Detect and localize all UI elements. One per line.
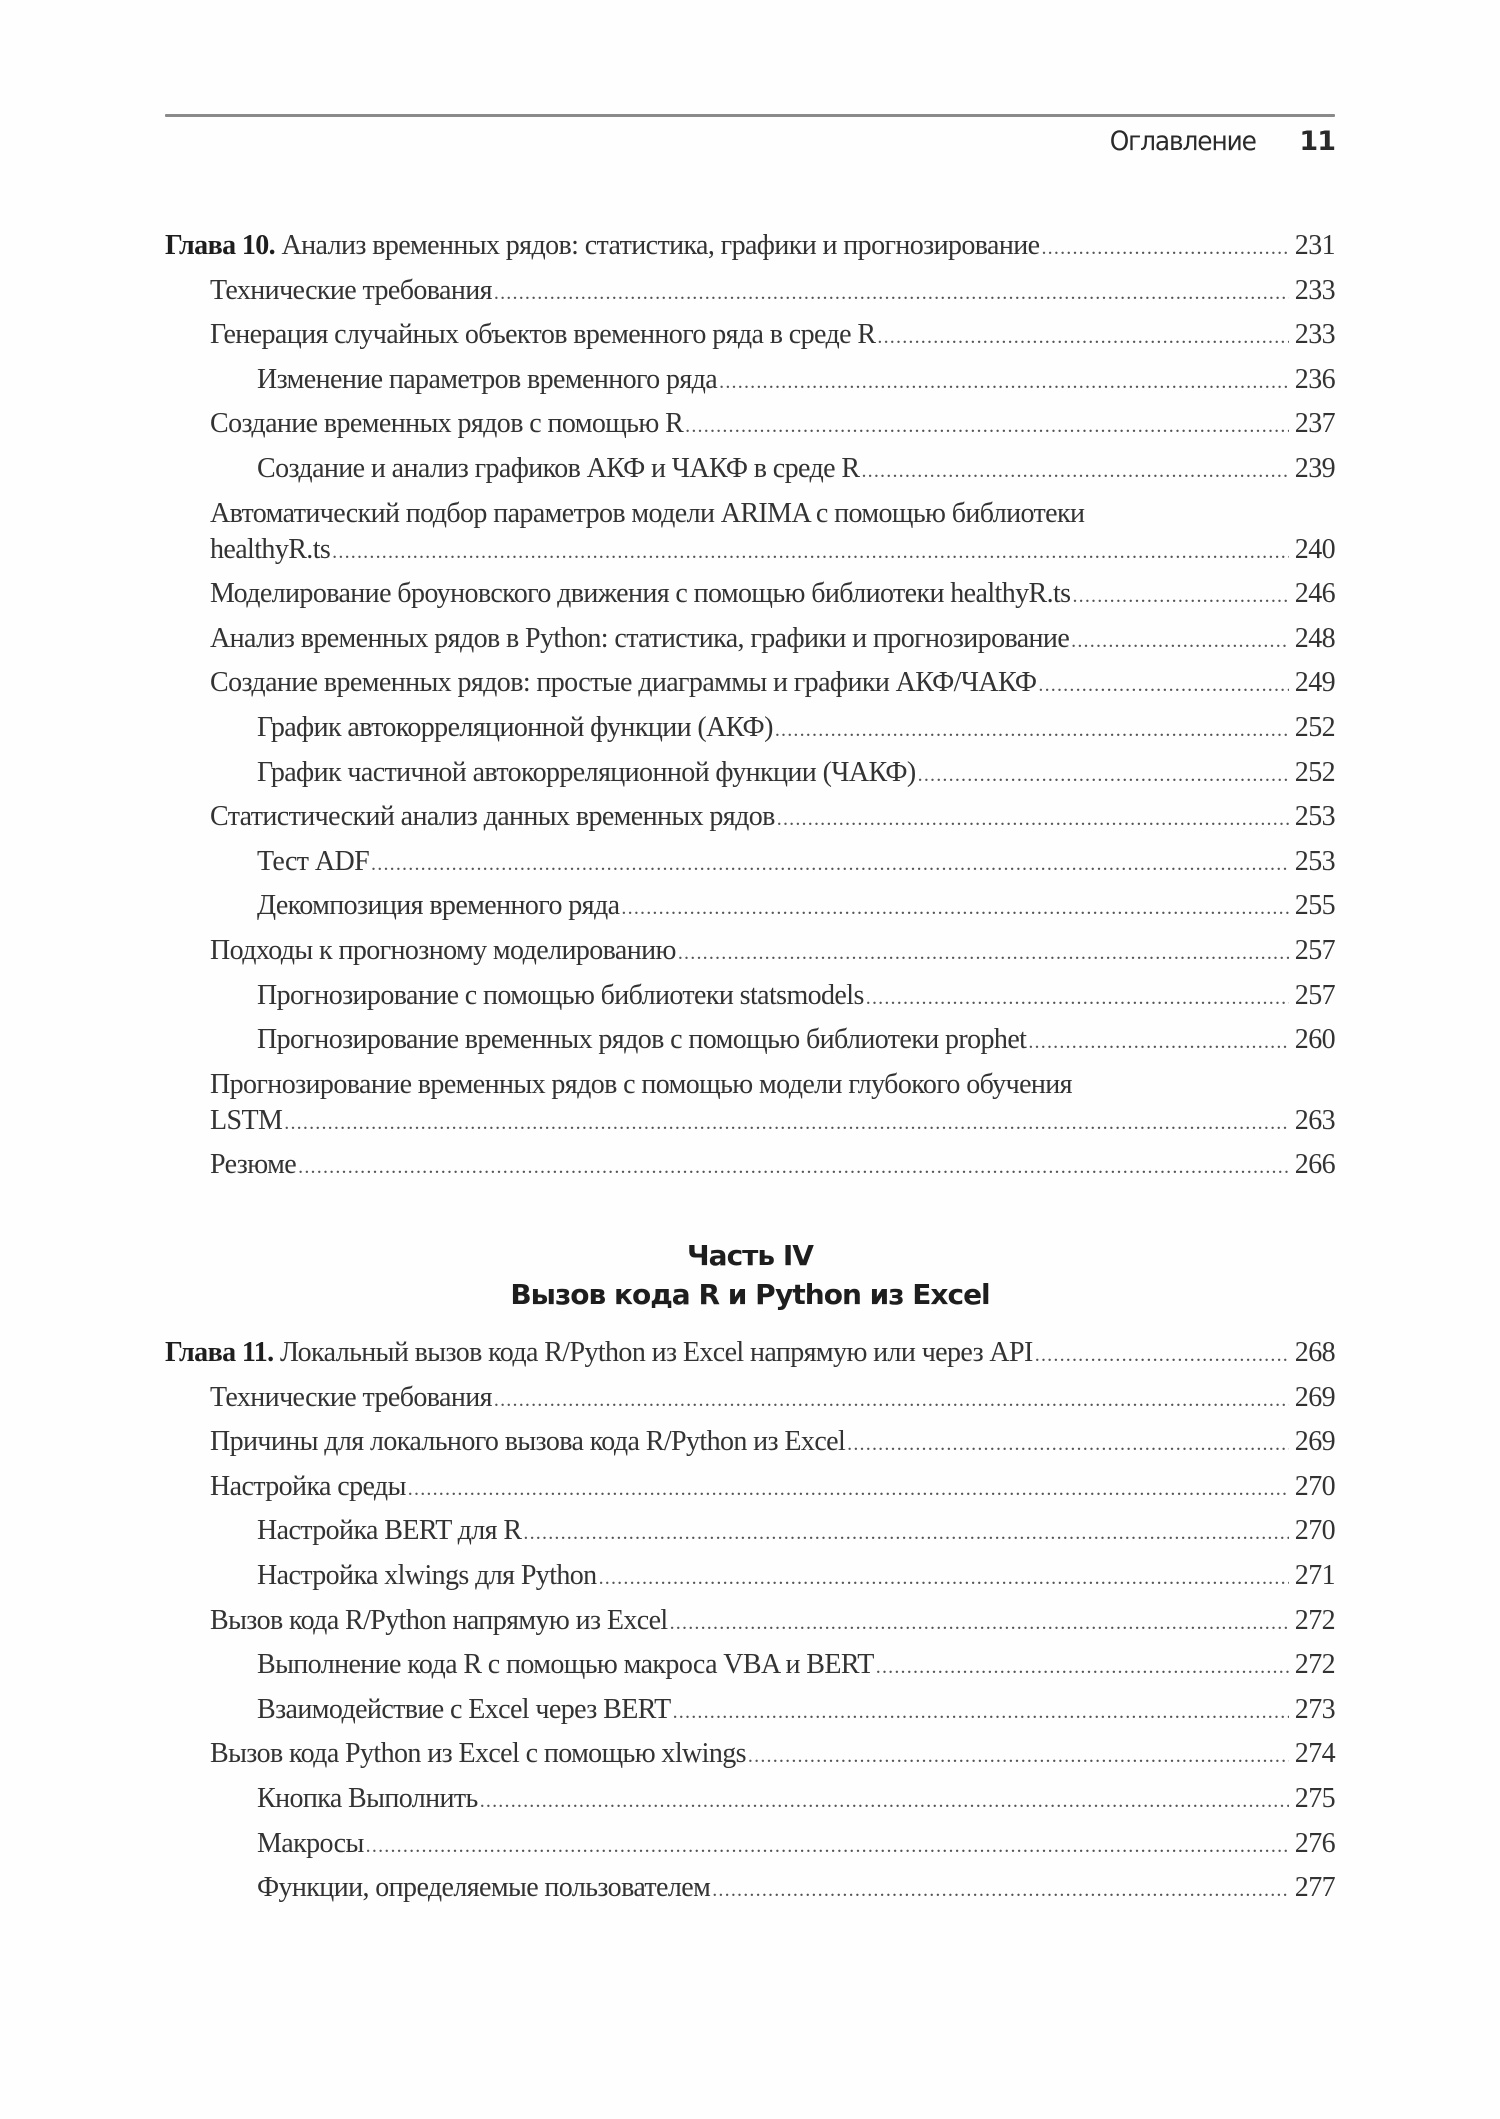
leader-dots (599, 1560, 1289, 1596)
toc-entry[interactable] (165, 406, 1335, 451)
entry-title: Создание временных рядов с помощью R (210, 408, 684, 440)
entry-page-number: 270 (1294, 1470, 1335, 1502)
entry-title: Причины для локального вызова кода R/Python из Excel (210, 1426, 846, 1458)
entry-title: График автокорреляционной функции (АКФ) (257, 711, 773, 743)
entry-title: Автоматический подбор параметров модели ARIMA с помощью библиотеки (210, 497, 1085, 529)
toc-entry[interactable] (165, 496, 1335, 577)
entry-page-number: 248 (1294, 622, 1335, 654)
entry-page-number: 276 (1294, 1827, 1335, 1859)
entry-title: Технические требования (210, 1381, 492, 1413)
entry-title: Моделирование броуновского движения с помощью библиотеки healthyR.ts (210, 578, 1071, 610)
page-number: 11 (1299, 126, 1335, 157)
toc-entry[interactable] (165, 273, 1335, 318)
toc-entry[interactable] (165, 799, 1335, 844)
entry-page-number: 249 (1294, 667, 1335, 699)
toc-entry[interactable] (165, 576, 1335, 621)
toc-chapter-heading[interactable] (165, 1335, 1335, 1380)
leader-dots (670, 1605, 1289, 1641)
leader-dots (777, 801, 1289, 837)
toc-entry[interactable] (165, 933, 1335, 978)
toc-chapter-10 (165, 228, 1335, 1192)
entry-title: Генерация случайных объектов временного ряда в среде R (210, 319, 876, 351)
entry-page-number: 277 (1294, 1872, 1335, 1904)
chapter-label: Глава 10. (165, 230, 276, 261)
entry-title: Функции, определяемые пользователем (257, 1872, 711, 1904)
header-rule (165, 114, 1335, 117)
running-header (1097, 126, 1335, 157)
chapter-label: Глава 11. (165, 1337, 274, 1368)
leader-dots (494, 1382, 1289, 1418)
entry-page-number: 266 (1294, 1149, 1335, 1181)
entry-page-number: 252 (1294, 756, 1335, 788)
leader-dots (861, 453, 1289, 489)
leader-dots (1035, 1337, 1289, 1373)
entry-title-continuation: healthyR.ts (210, 533, 331, 565)
toc-entry[interactable] (165, 1603, 1335, 1648)
toc-entry[interactable] (165, 755, 1335, 800)
section-title: Оглавление (1109, 126, 1256, 157)
leader-dots (366, 1828, 1289, 1864)
leader-dots (1028, 1024, 1289, 1060)
entry-page-number: 275 (1294, 1782, 1335, 1814)
leader-dots (876, 1649, 1289, 1685)
leader-dots (1041, 230, 1289, 266)
entry-title: Резюме (210, 1149, 297, 1181)
toc-entry[interactable] (165, 844, 1335, 889)
entry-title: Настройка xlwings для Python (257, 1559, 597, 1591)
entry-title: Создание временных рядов: простые диаграммы и графики АКФ/ЧАКФ (210, 667, 1037, 699)
leader-dots (332, 534, 1289, 570)
toc-chapter-heading[interactable] (165, 228, 1335, 273)
toc-entry[interactable] (165, 1781, 1335, 1826)
part-title: Вызов кода R и Python из Excel (510, 1278, 990, 1311)
toc-entry[interactable] (165, 621, 1335, 666)
entry-title-continuation: LSTM (210, 1104, 283, 1136)
entry-title: Прогнозирование временных рядов с помощью модели глубокого обучения (210, 1068, 1072, 1100)
entry-page-number: 269 (1294, 1426, 1335, 1458)
entry-title: Статистический анализ данных временных рядов (210, 801, 775, 833)
entry-page-number: 272 (1294, 1604, 1335, 1636)
entry-page-number: 239 (1294, 452, 1335, 484)
toc-entry[interactable] (165, 1469, 1335, 1514)
toc-entry[interactable] (165, 665, 1335, 710)
entry-title: Макросы (257, 1827, 364, 1859)
entry-title: Прогнозирование с помощью библиотеки statsmodels (257, 979, 864, 1011)
entry-title: Настройка среды (210, 1470, 406, 1502)
toc-entry[interactable] (165, 1870, 1335, 1915)
entry-title: Создание и анализ графиков АКФ и ЧАКФ в среде R (257, 452, 860, 484)
toc-entry[interactable] (165, 362, 1335, 407)
toc-entry[interactable] (165, 1558, 1335, 1603)
leader-dots (685, 408, 1289, 444)
entry-page-number: 257 (1294, 934, 1335, 966)
leader-dots (673, 1694, 1289, 1730)
entry-title: Декомпозиция временного ряда (257, 890, 620, 922)
leader-dots (748, 1738, 1289, 1774)
entry-page-number: 233 (1294, 319, 1335, 351)
leader-dots (408, 1471, 1289, 1507)
entry-page-number: 270 (1294, 1515, 1335, 1547)
entry-title: Изменение параметров временного ряда (257, 363, 718, 395)
toc-entry[interactable] (165, 1513, 1335, 1558)
entry-page-number: 271 (1294, 1559, 1335, 1591)
entry-page-number: 252 (1294, 711, 1335, 743)
leader-dots (678, 935, 1289, 971)
leader-dots (847, 1426, 1289, 1462)
toc-chapter-11 (165, 1335, 1335, 1915)
entry-page-number: 269 (1294, 1381, 1335, 1413)
leader-dots (719, 364, 1289, 400)
entry-title: Анализ временных рядов в Python: статистика, графики и прогнозирование (210, 622, 1070, 654)
leader-dots (866, 980, 1289, 1016)
entry-page-number: 257 (1294, 979, 1335, 1011)
leader-dots (494, 275, 1289, 311)
toc-entry[interactable] (165, 1067, 1335, 1148)
entry-title: Технические требования (210, 274, 492, 306)
leader-dots (480, 1783, 1289, 1819)
chapter-title: Локальный вызов кода R/Python из Excel напрямую или через API (279, 1337, 1033, 1368)
entry-page-number: 255 (1294, 890, 1335, 922)
leader-dots (298, 1149, 1289, 1185)
toc-entry[interactable] (165, 451, 1335, 496)
toc-entry[interactable] (165, 1736, 1335, 1781)
toc-entry-list (165, 273, 1335, 1192)
toc-entry[interactable] (165, 1647, 1335, 1692)
leader-dots (775, 712, 1289, 748)
toc-entry[interactable] (165, 317, 1335, 362)
toc-entry[interactable] (165, 978, 1335, 1023)
leader-dots (1038, 667, 1289, 703)
leader-dots (1072, 578, 1289, 614)
entry-page-number: 237 (1294, 408, 1335, 440)
toc-entry-list (165, 1380, 1335, 1915)
leader-dots (621, 890, 1289, 926)
entry-page-number: 253 (1294, 845, 1335, 877)
entry-title: Тест ADF (257, 845, 370, 877)
entry-title: Вызов кода Python из Excel с помощью xlwings (210, 1738, 746, 1770)
entry-page-number: 231 (1294, 230, 1335, 261)
entry-title: Вызов кода R/Python напрямую из Excel (210, 1604, 668, 1636)
entry-page-number: 274 (1294, 1738, 1335, 1770)
entry-title: Выполнение кода R с помощью макроса VBA и BERT (257, 1649, 874, 1681)
toc-entry[interactable] (165, 1826, 1335, 1871)
entry-page-number: 268 (1294, 1337, 1335, 1368)
toc-entry[interactable] (165, 1022, 1335, 1067)
toc-entry[interactable] (165, 1380, 1335, 1425)
entry-page-number: 246 (1294, 578, 1335, 610)
entry-title: Кнопка Выполнить (257, 1782, 478, 1814)
part-label: Часть IV (687, 1239, 813, 1272)
leader-dots (1071, 623, 1289, 659)
entry-page-number: 240 (1294, 533, 1335, 565)
entry-page-number: 273 (1294, 1693, 1335, 1725)
entry-title: Настройка BERT для R (257, 1515, 522, 1547)
leader-dots (523, 1515, 1289, 1551)
chapter-title: Анализ временных рядов: статистика, графики и прогнозирование (281, 230, 1040, 261)
toc-entry[interactable] (165, 710, 1335, 755)
leader-dots (712, 1872, 1289, 1908)
entry-page-number: 263 (1294, 1104, 1335, 1136)
entry-page-number: 260 (1294, 1024, 1335, 1056)
leader-dots (918, 757, 1289, 793)
toc-entry[interactable] (165, 1147, 1335, 1192)
entry-title: Подходы к прогнозному моделированию (210, 934, 676, 966)
leader-dots (371, 846, 1289, 882)
part-heading (0, 1236, 1500, 1314)
leader-dots (284, 1105, 1289, 1141)
entry-title: Взаимодействие с Excel через BERT (257, 1693, 671, 1725)
entry-page-number: 233 (1294, 274, 1335, 306)
toc-entry[interactable] (165, 1424, 1335, 1469)
toc-entry[interactable] (165, 1692, 1335, 1737)
entry-title: Прогнозирование временных рядов с помощью библиотеки prophet (257, 1024, 1027, 1056)
entry-page-number: 236 (1294, 363, 1335, 395)
leader-dots (877, 319, 1289, 355)
entry-title: График частичной автокорреляционной функции (ЧАКФ) (257, 756, 916, 788)
entry-page-number: 253 (1294, 801, 1335, 833)
toc-entry[interactable] (165, 888, 1335, 933)
entry-page-number: 272 (1294, 1649, 1335, 1681)
